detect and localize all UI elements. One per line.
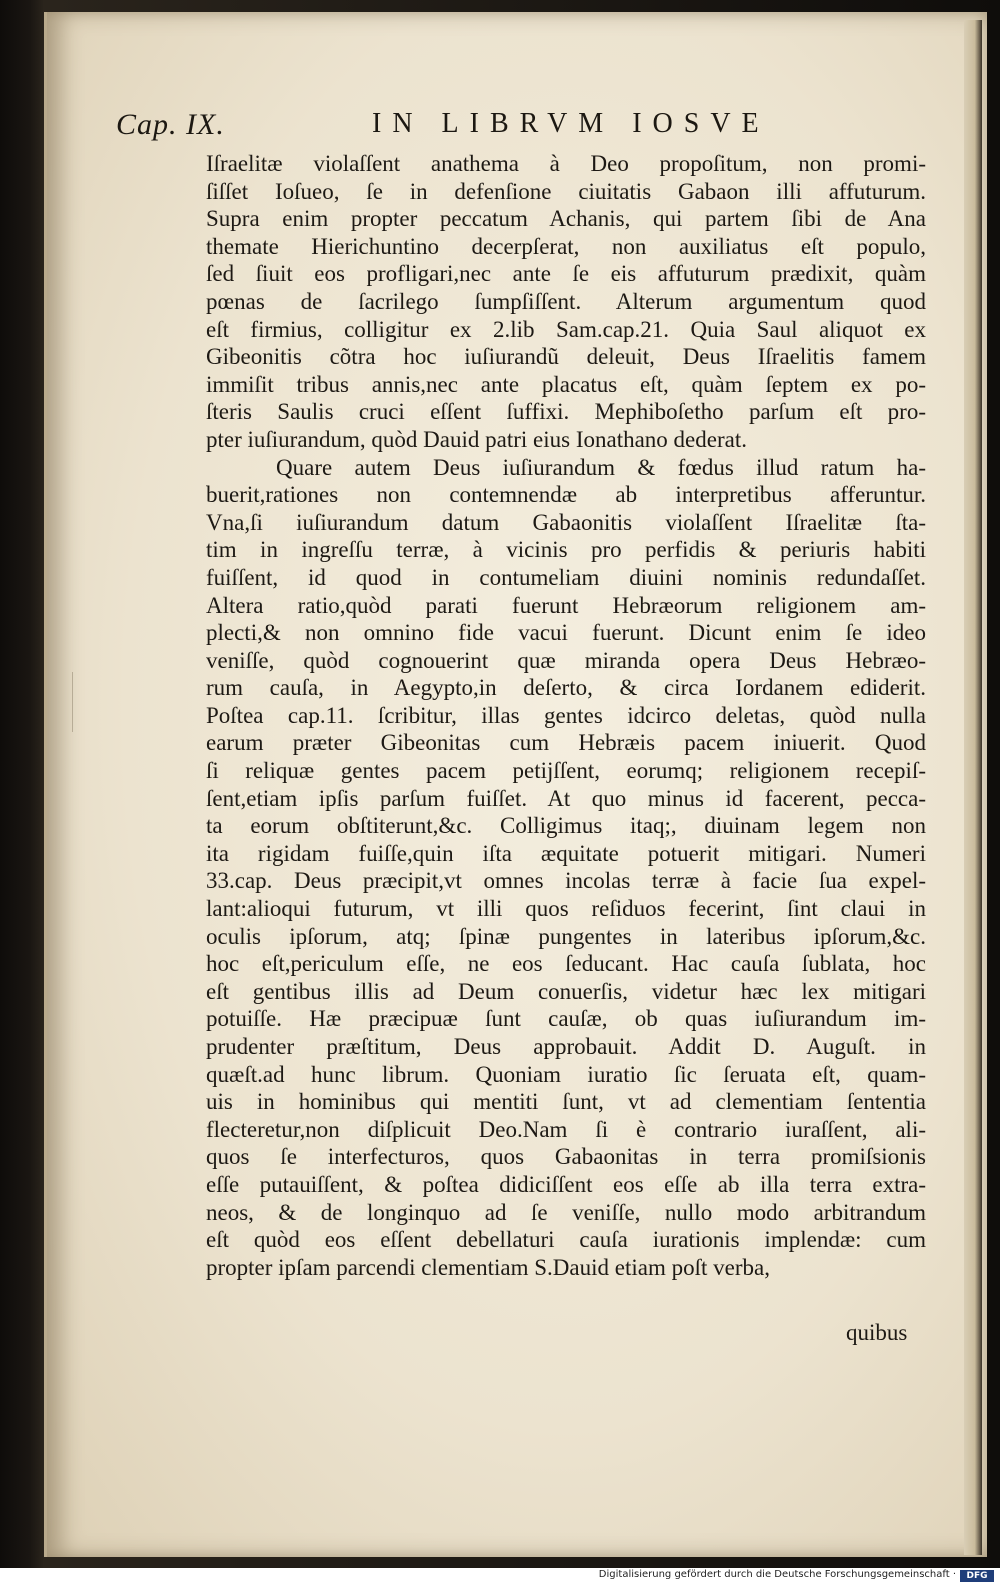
- text-line: quos ſe interfecturos, quos Gabaonitas in terra promiſsionis: [206, 1144, 926, 1170]
- running-title: IN LIBRVM IOSVE: [372, 108, 770, 139]
- text-line: Altera ratio,quòd parati fuerunt Hebræorum religionem am-: [206, 592, 926, 618]
- text-line: immiſit tribus annis,nec ante placatus eſt, quàm ſeptem ex po-: [206, 371, 926, 397]
- text-line: Quare autem Deus iuſiurandum & fœdus illud ratum ha-: [276, 454, 926, 480]
- catchword: quibus: [846, 1320, 908, 1345]
- text-line: plecti,& non omnino fide vacui fuerunt. Dicunt enim ſe ideo: [206, 620, 926, 646]
- running-head: [66, 108, 946, 148]
- text-line: lant:alioqui futurum, vt illi quos reſiduos fecerint, ſint claui in: [206, 896, 926, 922]
- text-line: Poſtea cap.11. ſcribitur, illas gentes idcirco deletas, quòd nulla: [206, 702, 926, 728]
- text-line: tim in ingreſſu terræ, à vicinis pro perfidis & periuris habiti: [206, 537, 926, 563]
- text-line: neos, & de longinquo ad ſe veniſſe, nullo modo arbitrandum: [206, 1199, 926, 1225]
- text-line: fuiſſent, id quod in contumeliam diuini nominis redundaſſet.: [206, 564, 926, 590]
- text-line: ſiſſet Ioſueo, ſe in defenſione ciuitatis Gabaon illi affuturum.: [206, 178, 926, 204]
- text-line: Vna,ſi iuſiurandum datum Gabaonitis violaſſent Iſraelitæ ſta-: [206, 509, 926, 535]
- text-line: veniſſe, quòd cognouerint quæ miranda opera Deus Hebræo-: [206, 647, 926, 673]
- text-line: propter ipſam parcendi clementiam S.Dauid etiam poſt verba,: [206, 1254, 770, 1280]
- funding-credit: Digitalisierung gefördert durch die Deutsche Forschungsgemeinschaft ·: [598, 1569, 956, 1580]
- text-line: eſt gentibus illis ad Deum conuerſis, videtur hæc lex mitigari: [206, 978, 926, 1004]
- text-line: earum præter Gibeonitas cum Hebræis pacem iniuerit. Quod: [206, 730, 926, 756]
- body-text: [206, 150, 926, 1281]
- text-line: ta eorum obſtiterunt,&c. Colligimus itaq;, diuinam legem non: [206, 813, 926, 839]
- page-edge: [964, 20, 982, 1555]
- text-line: ita rigidam fuiſſe,quin iſta æquitate potuerit mitigari. Numeri: [206, 840, 926, 866]
- text-line: eſſe putauiſſent, & poſtea didiciſſent eos eſſe ab illa terra extra-: [206, 1171, 926, 1197]
- text-line: 33.cap. Deus præcipit,vt omnes incolas terræ à facie ſua expel-: [206, 868, 926, 894]
- text-line: buerit,rationes non contemnendæ ab interpretibus afferuntur.: [206, 482, 926, 508]
- text-line: Gibeonitis cõtra hoc iuſiurandũ deleuit, Deus Iſraelitis famem: [206, 344, 926, 370]
- text-line: quæſt.ad hunc librum. Quoniam iuratio ſic ſeruata eſt, quam-: [206, 1061, 926, 1087]
- footer: [0, 1568, 1000, 1585]
- text-line: ſi reliquæ gentes pacem petijſſent, eorumq; religionem recepiſ-: [206, 758, 926, 784]
- dfg-logo: DFG: [960, 1570, 994, 1582]
- text-line: eſt quòd eos eſſent debellaturi cauſa iurationis implendæ: cum: [206, 1227, 926, 1253]
- margin-note-trace: [72, 672, 97, 732]
- text-line: Supra enim propter peccatum Achanis, qui partem ſibi de Ana: [206, 206, 926, 232]
- chapter-marker: Cap. IX.: [116, 108, 225, 141]
- text-line: ſed ſiuit eos profligari,nec ante ſe eis affuturum prædixit, quàm: [206, 261, 926, 287]
- text-line: flecteretur,non diſplicuit Deo.Nam ſi è contrario iuraſſent, ali-: [206, 1116, 926, 1142]
- text-line: prudenter præſtitum, Deus approbauit. Addit D. Auguſt. in: [206, 1034, 926, 1059]
- text-line: potuiſſe. Hæ præcipuæ ſunt cauſæ, ob quas iuſiurandum im-: [206, 1006, 926, 1032]
- text-line: pœnas de ſacrilego ſumpſiſſent. Alterum argumentum quod: [206, 288, 926, 314]
- text-line: eſt firmius, colligitur ex 2.lib Sam.cap.21. Quia Saul aliquot ex: [206, 316, 926, 342]
- text-line: pter iuſiurandum, quòd Dauid patri eius Ionathano dederat.: [206, 426, 747, 452]
- text-line: rum cauſa, in Aegypto,in deſerto, & circa Iordanem ediderit.: [206, 675, 926, 701]
- text-line: Iſraelitæ violaſſent anathema à Deo propoſitum, non promi-: [206, 151, 926, 176]
- text-line: ſteris Saulis cruci eſſent ſuffixi. Mephiboſetho parſum eſt pro-: [206, 399, 926, 425]
- text-line: uis in hominibus qui mentiti ſunt, vt ad clementiam ſententia: [206, 1089, 926, 1115]
- text-line: ſent,etiam ipſis parſum fuiſſet. At quo minus id facerent, pecca-: [206, 785, 926, 811]
- text-line: hoc eſt,periculum eſſe, ne eos ſeducant. Hac cauſa ſublata, hoc: [206, 951, 926, 977]
- text-line: themate Hierichuntino decerpſerat, non auxiliatus eſt populo,: [206, 233, 926, 259]
- text-line: oculis ipſorum, atq; ſpinæ pungentes in lateribus ipſorum,&c.: [206, 923, 926, 949]
